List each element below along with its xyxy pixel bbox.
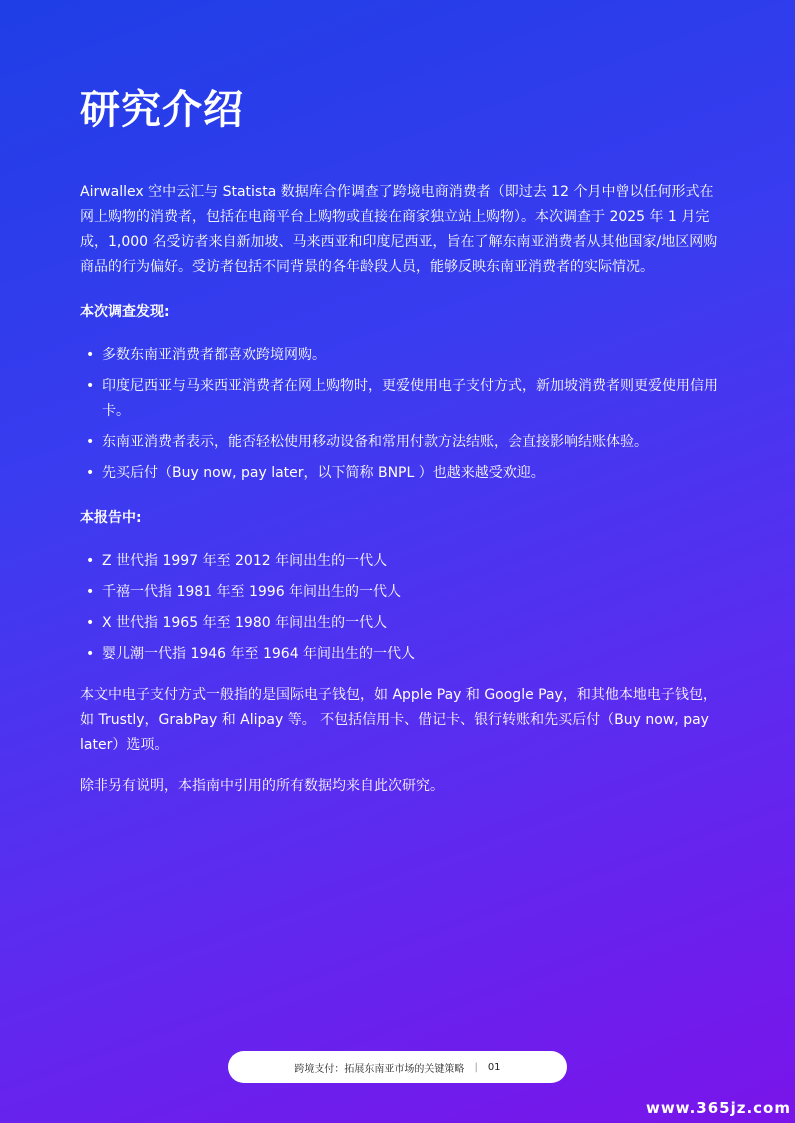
watermark: www.365jz.com: [645, 1099, 791, 1117]
findings-heading: 本次调查发现:: [80, 304, 170, 320]
footer-doc-title: 跨境支付：拓展东南亚市场的关键策略: [294, 1063, 465, 1075]
list-item: • X 世代指 1965 年至 1980 年间出生的一代人: [80, 611, 720, 636]
findings-list: [80, 343, 720, 486]
page-title: 研究介绍: [80, 87, 244, 133]
footer-separator: |: [474, 1061, 478, 1073]
list-item: • Z 世代指 1997 年至 2012 年间出生的一代人: [80, 549, 720, 574]
list-item: • 印度尼西亚与马来西亚消费者在网上购物时，更爱使用电子支付方式，新加坡消费者则更爱使用信用卡。: [80, 374, 720, 424]
footer-pill: [228, 1051, 567, 1083]
source-note: 除非另有说明，本指南中引用的所有数据均来自此次研究。: [80, 778, 444, 794]
page-number: 01: [487, 1061, 501, 1073]
list-item: • 东南亚消费者表示，能否轻松使用移动设备和常用付款方法结账，会直接影响结账体验。: [80, 430, 720, 455]
content-body: [80, 180, 720, 799]
report-heading: 本报告中:: [80, 510, 142, 526]
intro-paragraph: Airwallex 空中云汇与 Statista 数据库合作调查了跨境电商消费者（即过去 12 个月中曾以任何形式在网上购物的消费者，包括在电商平台上购物或直接在商家独立站上购物）。本次调查于 2025 年 1 月完成，1,000 名受访者来自新加坡、马来西亚和印度尼西亚，旨在了解东南亚消费者从其他国家/地区网购商品的行为偏好。受访者包括不同背景的各年龄段人员，能够反映东南亚消费者的实际情况。: [80, 184, 718, 275]
payment-note: 本文中电子支付方式一般指的是国际电子钱包，如 Apple Pay 和 Google Pay，和其他本地电子钱包，如 Trustly，GrabPay 和 Alipay 等。 不包括信用卡、借记卡、银行转账和先买后付（Buy now, pay later）选项。: [80, 687, 717, 753]
list-item: • 多数东南亚消费者都喜欢跨境网购。: [80, 343, 720, 368]
list-item: • 先买后付（Buy now, pay later，以下简称 BNPL ）也越来越受欢迎。: [80, 461, 720, 486]
list-item: • 千禧一代指 1981 年至 1996 年间出生的一代人: [80, 580, 720, 605]
list-item: • 婴儿潮一代指 1946 年至 1964 年间出生的一代人: [80, 642, 720, 667]
report-list: [80, 549, 720, 667]
